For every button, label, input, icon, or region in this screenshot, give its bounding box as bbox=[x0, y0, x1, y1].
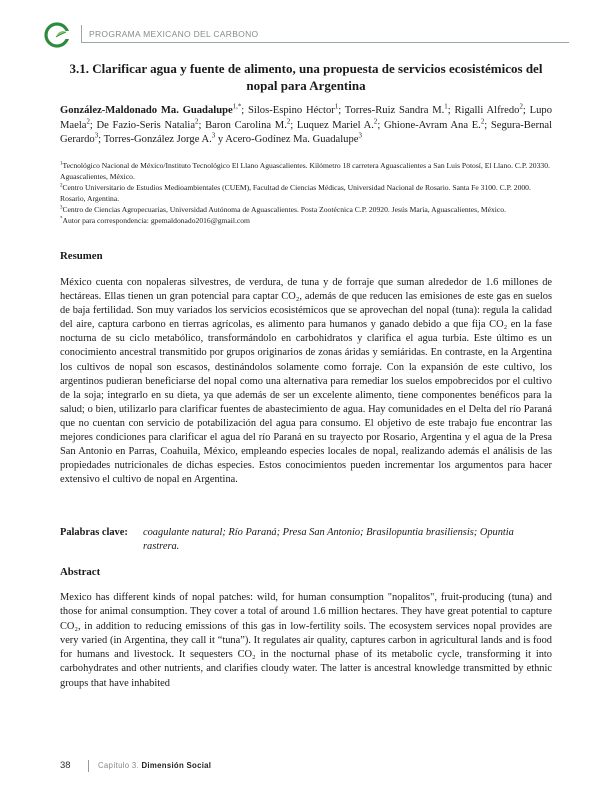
author-separator: ; bbox=[241, 105, 249, 116]
author-separator: ; bbox=[89, 119, 97, 131]
abstract-heading: Abstract bbox=[60, 566, 101, 578]
running-header bbox=[44, 22, 569, 48]
affiliation-item bbox=[60, 160, 552, 182]
paper-title: 3.1. Clarificar agua y fuente de alimento, una propuesta de servicios ecosistémicos del nopal para Argentina bbox=[69, 61, 543, 93]
author-name: Acero-Godínez Ma. Guadalupe bbox=[225, 134, 359, 146]
author-name: Rigalli Alfredo bbox=[454, 105, 520, 116]
author-separator: ; bbox=[484, 119, 491, 131]
author-separator: ; bbox=[447, 105, 455, 116]
author-name: Baron Carolina M. bbox=[205, 119, 287, 131]
author-affiliation-mark: 2 bbox=[195, 118, 199, 126]
footer-divider bbox=[88, 760, 89, 772]
author-separator: ; bbox=[290, 119, 297, 131]
author-name: González-Maldonado Ma. Guadalupe bbox=[60, 105, 233, 116]
author-affiliation-mark: 1,* bbox=[232, 103, 242, 111]
carbon-program-logo-icon bbox=[44, 22, 70, 48]
author-affiliation-mark: 1 bbox=[444, 103, 448, 111]
keywords-label: Palabras clave: bbox=[60, 527, 128, 538]
affiliation-mark: 1 bbox=[60, 161, 63, 167]
author-affiliation-mark: 3 bbox=[211, 132, 216, 140]
author-affiliation-mark: 2 bbox=[86, 118, 90, 126]
author-separator: ; bbox=[377, 119, 384, 131]
author-name: Torres-Ruiz Sandra M. bbox=[344, 105, 445, 116]
chapter-prefix: Capítulo 3. bbox=[98, 761, 140, 770]
affiliation-item bbox=[60, 182, 552, 204]
affiliation-list bbox=[60, 160, 552, 226]
header-rule bbox=[81, 42, 569, 43]
abstract-body: Mexico has different kinds of nopal patches: wild, for human consumption "nopalitos", fruit-producing (tuna) and those for animal consumption. They cover a total of around 1.6 million hectares. They have great potential to capture CO₂, in addition to reducing emissions of this gas in low-fertility soils. The ecosystem services nopal provides are very varied (in Argentina, they call it “tuna”). It regulates air quality, captures carbon in agricultural lands and is food for humans and livestock. It sequesters CO₂ in the nocturnal phase of its metabolic cycle, transforming it into carbohydrates and other nutrients, and clarifies cloudy water. The latter is ancestral knowledge transmitted by ethnic groups that have inhabited bbox=[60, 592, 552, 689]
affiliation-mark: 3 bbox=[60, 205, 63, 211]
affiliation-mark: 2 bbox=[60, 183, 63, 189]
author-separator: y bbox=[215, 134, 226, 146]
author-affiliation-mark: 2 bbox=[373, 118, 378, 126]
page-number: 38 bbox=[60, 760, 71, 771]
author-name: Silos-Espino Héctor bbox=[248, 105, 335, 116]
author-name: De Fazio-Seris Natalia bbox=[96, 119, 196, 131]
resumen-body: México cuenta con nopaleras silvestres, de verdura, de tuna y de forraje que suman alrededor de 1.6 millones de hectáreas. Ellas tienen un gran potencial para captar CO₂, además de que reducen las emisiones de este gas en suelos de baja fertilidad. Son muy variados los servicios ecosistémicos que se aprovechan del nopal (tuna): regula la calidad del aire, captura carbono en tierras agrícolas, es alimento para humanos y ganado debido a que fija CO₂ en la fase nocturna de su ciclo metabólico, transformándolo en carbohidratos y clarifica el agua turbia. Este último es un conocimiento ancestral transmitido por grupos originarios de zonas áridas y semiáridas. En contraste, en la Argentina los cultivos de nopal son escasos, destinándolos solamente como forraje. Con la expansión de este cultivo, los argentinos pudieran beneficiarse del nopal como una alternativa para remediar los suelos empobrecidos por el cultivo de la soja; integrarlo en su dieta, ya que además de ser un excelente alimento, tiene componentes benéficos para la salud; o bien, utilizarlo para clarificar fuentes de abastecimiento de agua. Hay comunidades en el Delta del río Paraná que no cuentan con servicio de potabilización del agua para consumo. El objetivo de este trabajo fue encontrar las mejores condiciones para clarificar el agua del río Paraná en su trayecto por Rosario, Argentina y el agua de la Presa San Antonio en Parras, Coahuila, México, empleando especies locales de nopal, realizando además el análisis de las propiedades nutricionales de dichas especies. Estos conocimientos pueden incrementar los argumentos para hacer extensivo el cultivo de nopal en Argentina. bbox=[60, 277, 552, 486]
resumen-heading: Resumen bbox=[60, 250, 103, 262]
author-affiliation-mark: 2 bbox=[480, 118, 485, 126]
keywords-text: coagulante natural; Río Paraná; Presa San Antonio; Brasilopuntia brasiliensis; Opuntia rastrera. bbox=[143, 527, 514, 553]
page-footer bbox=[60, 760, 552, 774]
affiliation-item bbox=[60, 215, 552, 226]
affiliation-text: Autor para correspondencia: gpemaldonado2016@gmail.com bbox=[62, 216, 250, 225]
author-name: Lupo Maela bbox=[60, 105, 552, 131]
author-affiliation-mark: 3 bbox=[358, 132, 362, 140]
author-separator: ; bbox=[98, 134, 104, 146]
affiliation-mark: * bbox=[60, 216, 63, 222]
author-separator: ; bbox=[522, 105, 530, 116]
author-name: Segura-Bernal Gerardo bbox=[60, 119, 553, 146]
header-title: PROGRAMA MEXICANO DEL CARBONO bbox=[89, 29, 259, 39]
author-name: Luquez Mariel A. bbox=[296, 119, 374, 131]
chapter-label bbox=[98, 761, 211, 770]
chapter-title: Dimensión Social bbox=[141, 761, 212, 770]
affiliation-text: Centro Universitario de Estudios Medioambientales (CUEM), Facultad de Ciencias Médicas, Universidad Nacional de Rosario. Santa Fe 3100. C.P. 2000. Rosario, Argentina. bbox=[60, 183, 531, 203]
author-affiliation-mark: 3 bbox=[94, 132, 99, 140]
affiliation-text: Centro de Ciencias Agropecuarias, Universidad Autónoma de Aguascalientes. Posta Zootécnica C.P. 20920. Jesús María, Aguascalientes, México. bbox=[62, 205, 506, 214]
author-affiliation-mark: 2 bbox=[519, 103, 523, 111]
author-affiliation-mark: 2 bbox=[286, 118, 291, 126]
author-separator: ; bbox=[338, 105, 345, 116]
author-list bbox=[60, 104, 552, 148]
author-separator: ; bbox=[198, 119, 206, 131]
affiliation-text: Tecnológico Nacional de México/Instituto Tecnológico El Llano Aguascalientes. Kilómetro 18 carretera Aguascalientes a San Luis Potosí, El Llano. C.P. 20330. Aguascalientes, México. bbox=[60, 161, 550, 181]
author-name: Torres-González Jorge A. bbox=[103, 134, 212, 146]
header-divider bbox=[81, 25, 82, 43]
affiliation-item bbox=[60, 204, 552, 215]
author-affiliation-mark: 1 bbox=[334, 103, 339, 111]
author-name: Ghione-Avram Ana E. bbox=[383, 119, 481, 131]
